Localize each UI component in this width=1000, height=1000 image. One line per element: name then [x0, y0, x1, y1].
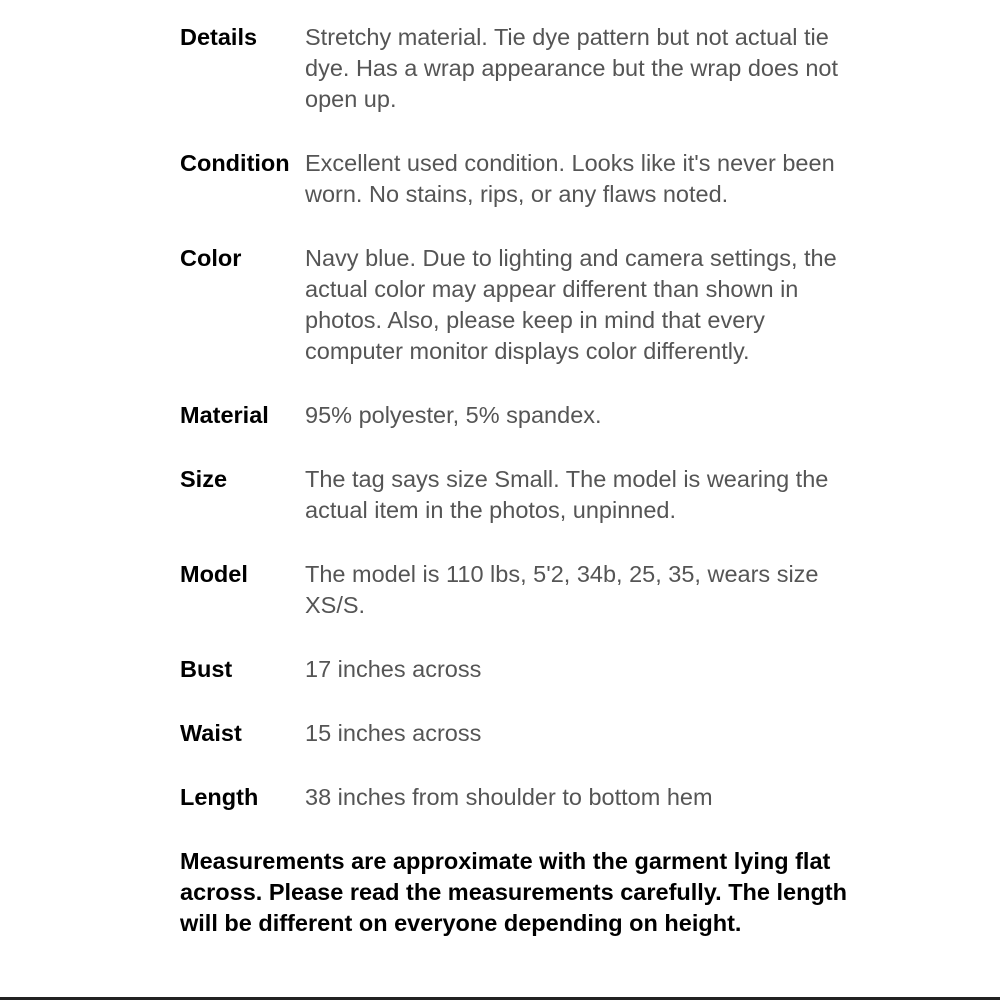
material-row [180, 400, 880, 431]
length-value: 38 inches from shoulder to bottom hem [305, 784, 713, 810]
material-label: Material [180, 402, 269, 428]
measurement-note: Measurements are approximate with the garment lying flat across. Please read the measurements carefully. The length will be different on everyone depending on height. [180, 848, 847, 936]
details-label: Details [180, 24, 258, 50]
size-value: The tag says size Small. The model is wearing the actual item in the photos, unpinned. [305, 466, 829, 523]
waist-value: 15 inches across [305, 720, 482, 746]
color-row [180, 243, 880, 367]
length-label: Length [180, 784, 259, 810]
color-value: Navy blue. Due to lighting and camera settings, the actual color may appear different than shown in photos. Also, please keep in mind that every computer monitor displays color differently. [305, 245, 837, 364]
details-value: Stretchy material. Tie dye pattern but not actual tie dye. Has a wrap appearance but the wrap does not open up. [305, 24, 839, 112]
listing-details [180, 22, 880, 939]
color-label: Color [180, 245, 242, 271]
size-row [180, 464, 880, 526]
waist-label: Waist [180, 720, 242, 746]
length-row [180, 782, 880, 813]
model-row [180, 559, 880, 621]
bust-label: Bust [180, 656, 233, 682]
condition-label: Condition [180, 150, 290, 176]
model-value: The model is 110 lbs, 5'2, 34b, 25, 35, wears size XS/S. [305, 561, 819, 618]
model-label: Model [180, 561, 248, 587]
details-row [180, 22, 880, 115]
material-value: 95% polyester, 5% spandex. [305, 402, 602, 428]
bust-row [180, 654, 880, 685]
condition-row [180, 148, 880, 210]
waist-row [180, 718, 880, 749]
condition-value: Excellent used condition. Looks like it's never been worn. No stains, rips, or any flaws noted. [305, 150, 835, 207]
bust-value: 17 inches across [305, 656, 482, 682]
size-label: Size [180, 466, 228, 492]
